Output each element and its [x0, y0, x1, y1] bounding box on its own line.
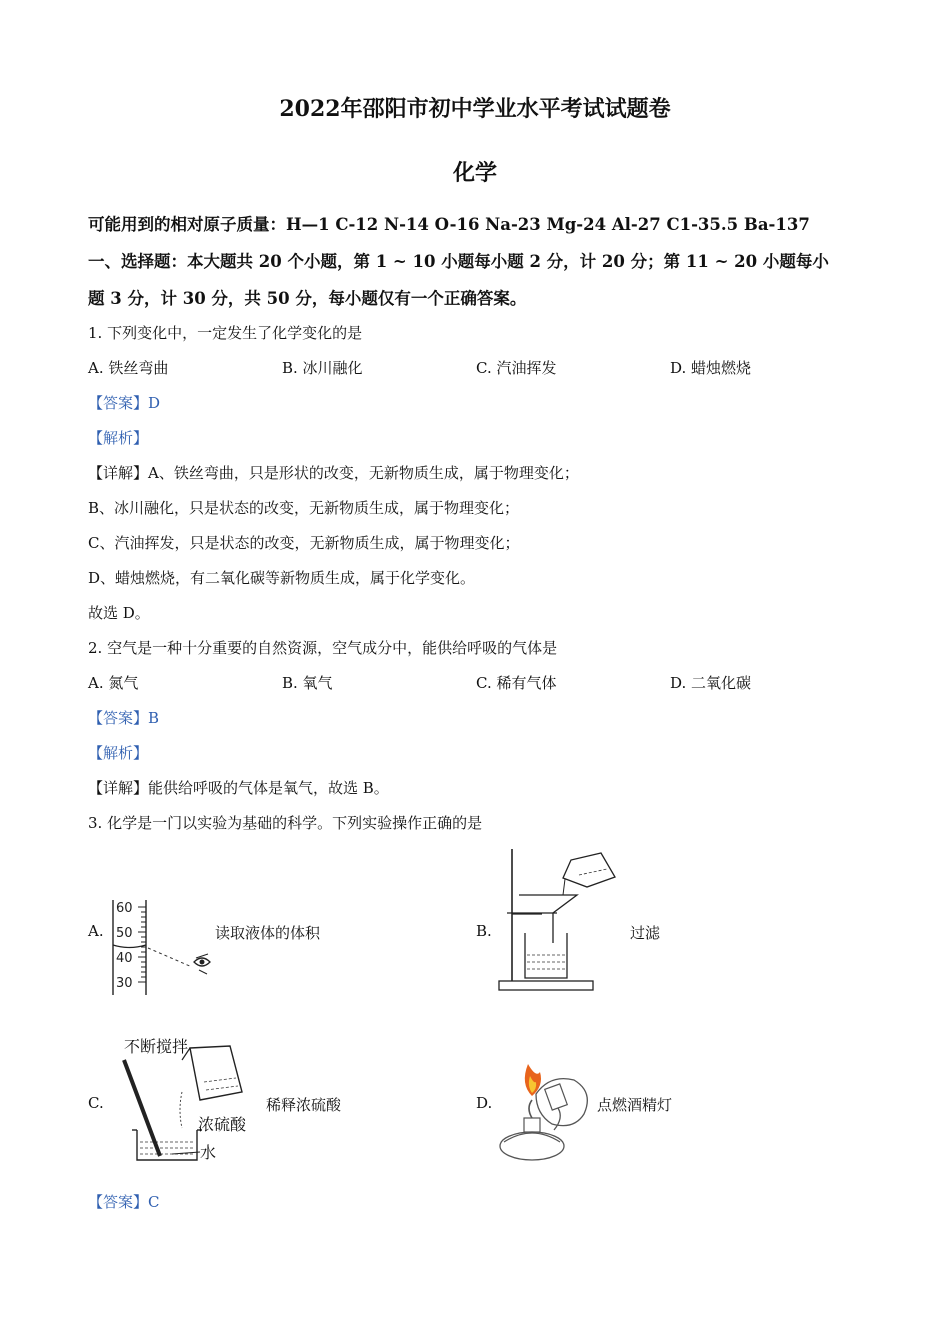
- alcohol-lamp-figure: [494, 1058, 594, 1166]
- q1-option-b: B. 冰川融化: [282, 359, 363, 377]
- q3-option-d-desc: 点燃酒精灯: [597, 1096, 673, 1114]
- page-title: 2022年邵阳市初中学业水平考试试题卷: [279, 96, 671, 122]
- subject-title: 化学: [452, 160, 497, 186]
- acid-label: 浓硫酸: [198, 1115, 247, 1134]
- q3-option-c-desc: 稀释浓硫酸: [266, 1096, 342, 1114]
- q1-detail-line: C、汽油挥发，只是状态的改变，无新物质生成，属于物理变化；: [88, 534, 520, 552]
- q2-option-c: C. 稀有气体: [476, 674, 557, 692]
- q3-option-a-letter: A.: [88, 922, 104, 940]
- q3-answer: 【答案】C: [88, 1193, 160, 1211]
- q3-option-d-letter: D.: [476, 1094, 493, 1112]
- q3-stem: 3. 化学是一门以实验为基础的科学。下列实验操作正确的是: [88, 814, 483, 832]
- q2-analysis-label: 【解析】: [88, 744, 149, 762]
- q1-conclusion: 故选 D。: [88, 604, 150, 622]
- water-label: 水: [200, 1143, 217, 1162]
- section-heading-line1: 一、选择题：本大题共 20 个小题，第 1 ~ 10 小题每小题 2 分，计 20 分；第 11 ~ 20 小题每小: [88, 252, 829, 271]
- q1-analysis-label: 【解析】: [88, 429, 149, 447]
- q2-option-a: A. 氮气: [88, 674, 139, 692]
- q1-option-c: C. 汽油挥发: [476, 359, 557, 377]
- q1-answer: 【答案】D: [88, 394, 161, 412]
- q3-option-a-desc: 读取液体的体积: [215, 924, 321, 942]
- filtration-figure: [497, 845, 622, 995]
- q1-detail-line: D、蜡烛燃烧，有二氧化碳等新物质生成，属于化学变化。: [88, 569, 476, 587]
- cylinder-tick-label: 40: [116, 951, 133, 966]
- q2-detail: 【详解】能供给呼吸的气体是氧气，故选 B。: [88, 779, 389, 797]
- stir-label: 不断搅拌: [124, 1037, 189, 1056]
- cylinder-tick-label: 50: [116, 926, 133, 941]
- q2-stem: 2. 空气是一种十分重要的自然资源，空气成分中，能供给呼吸的气体是: [88, 639, 558, 657]
- q2-option-d: D. 二氧化碳: [670, 674, 752, 692]
- section-heading-line2: 题 3 分，计 30 分，共 50 分，每小题仅有一个正确答案。: [88, 289, 527, 308]
- atomic-masses: 可能用到的相对原子质量：H—1 C-12 N-14 O-16 Na-23 Mg-24 Al-27 C1-35.5 Ba-137: [88, 215, 810, 234]
- cylinder-tick-label: 60: [116, 901, 133, 916]
- q1-option-a: A. 铁丝弯曲: [88, 359, 169, 377]
- q1-detail-line: B、冰川融化，只是状态的改变，无新物质生成，属于物理变化；: [88, 499, 520, 517]
- q1-detail-line: 【详解】A、铁丝弯曲，只是形状的改变，无新物质生成，属于物理变化；: [88, 464, 579, 482]
- q1-option-d: D. 蜡烛燃烧: [670, 359, 752, 377]
- sight-line: [148, 948, 192, 967]
- q2-option-b: B. 氧气: [282, 674, 333, 692]
- q1-stem: 1. 下列变化中，一定发生了化学变化的是: [88, 324, 363, 342]
- cylinder-tick-label: 30: [116, 976, 133, 991]
- q3-option-b-letter: B.: [476, 922, 492, 940]
- graduated-cylinder-figure: [104, 892, 219, 1000]
- q2-answer: 【答案】B: [88, 709, 160, 727]
- q3-option-c-letter: C.: [88, 1094, 104, 1112]
- q3-option-b-desc: 过滤: [630, 924, 661, 942]
- eye-icon: [194, 954, 210, 974]
- dilution-figure: [112, 1030, 262, 1168]
